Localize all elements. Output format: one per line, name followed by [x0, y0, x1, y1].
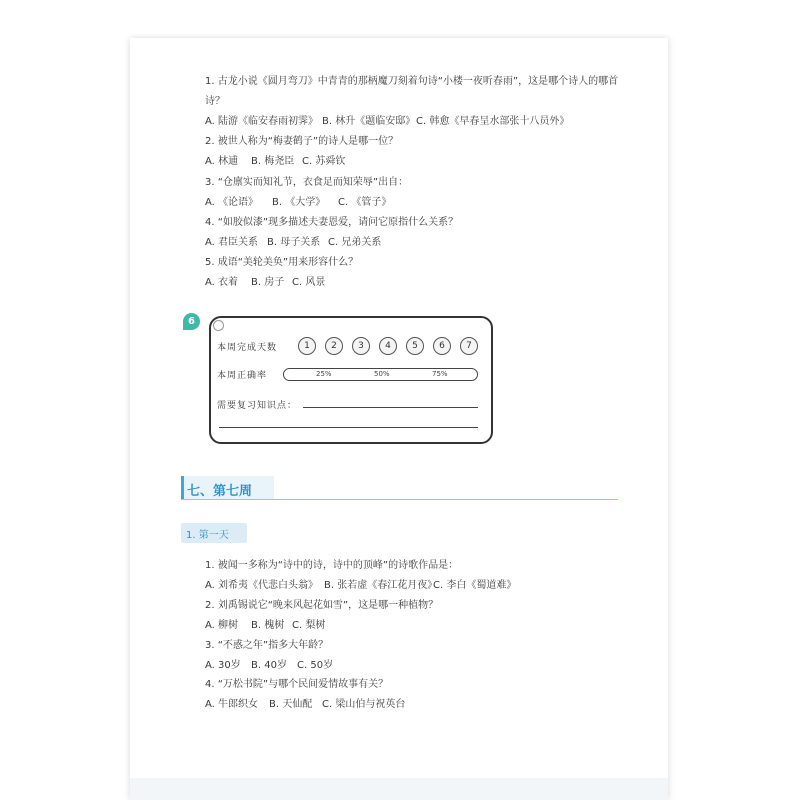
pct-mark-25: 25%	[316, 370, 332, 378]
review-points-label: 需要复习知识点：	[217, 401, 298, 411]
pct-mark-50: 50%	[374, 370, 390, 378]
w7-q4-option-b: B. 天仙配	[269, 699, 313, 710]
question-4-text: 4. “如胶似漆”现多描述夫妻恩爱，请问它原指什么关系？	[205, 217, 459, 228]
w7-q4-option-a: A. 牛郎织女	[205, 699, 259, 710]
card-corner-circle	[213, 320, 224, 331]
question-1-text-cont: 诗？	[205, 96, 225, 107]
q1-option-c: C. 韩愈《早春呈水部张十八员外》	[416, 116, 570, 127]
q3-option-b: B. 《大学》	[272, 197, 326, 208]
q2-option-b: B. 梅尧臣	[251, 156, 295, 167]
w7-question-2-text: 2. 刘禹锡说它“晚来风起花如雪”，这是哪一种植物？	[205, 600, 439, 611]
day-circle-3[interactable]: 3	[352, 337, 370, 355]
w7-q1-option-b: B. 张若虚《春江花月夜》	[324, 580, 438, 591]
card-number-badge: 6	[183, 313, 200, 330]
day-circle-1[interactable]: 1	[298, 337, 316, 355]
day-circle-4[interactable]: 4	[379, 337, 397, 355]
q2-option-c: C. 苏舜钦	[302, 156, 346, 167]
question-3-text: 3. “仓廪实而知礼节，衣食足而知荣辱”出自：	[205, 177, 409, 188]
question-1-text: 1. 古龙小说《圆月弯刀》中青青的那柄魔刀刻着句诗“小楼一夜听春雨”，这是哪个诗人的哪首	[205, 76, 619, 87]
w7-question-1-text: 1. 被闻一多称为“诗中的诗，诗中的顶峰”的诗歌作品是：	[205, 560, 459, 571]
question-2-text: 2. 被世人称为“梅妻鹤子”的诗人是哪一位？	[205, 136, 399, 147]
q5-option-c: C. 风景	[292, 277, 326, 288]
section-title: 七、第七周	[187, 484, 253, 499]
w7-q2-option-b: B. 槐树	[251, 620, 285, 631]
q4-option-b: B. 母子关系	[267, 237, 321, 248]
day-title: 1. 第一天	[186, 530, 229, 541]
day-circle-6[interactable]: 6	[433, 337, 451, 355]
w7-q1-option-c: C. 李白《蜀道难》	[433, 580, 517, 591]
w7-q3-option-c: C. 50岁	[297, 660, 334, 671]
w7-q3-option-b: B. 40岁	[251, 660, 287, 671]
section-divider	[181, 499, 618, 500]
w7-question-3-text: 3. “不惑之年”指多大年龄？	[205, 640, 329, 651]
w7-q4-option-c: C. 梁山伯与祝英台	[322, 699, 406, 710]
pct-mark-75: 75%	[432, 370, 448, 378]
w7-q2-option-c: C. 梨树	[292, 620, 326, 631]
days-completed-label: 本周完成天数	[217, 343, 278, 353]
q5-option-b: B. 房子	[251, 277, 285, 288]
q1-option-a: A. 陆游《临安春雨初霁》	[205, 116, 319, 127]
q1-option-b: B. 林升《题临安邸》	[322, 116, 416, 127]
q2-option-a: A. 林逋	[205, 156, 239, 167]
page-bottom-strip	[130, 778, 668, 800]
question-5-text: 5. 成语“美轮美奂”用来形容什么？	[205, 257, 359, 268]
review-line-2[interactable]	[219, 427, 478, 428]
w7-q3-option-a: A. 30岁	[205, 660, 241, 671]
review-line-1[interactable]	[303, 407, 478, 408]
q3-option-c: C. 《管子》	[338, 197, 392, 208]
q4-option-c: C. 兄弟关系	[328, 237, 382, 248]
q5-option-a: A. 衣着	[205, 277, 239, 288]
accuracy-label: 本周正确率	[217, 371, 268, 381]
w7-q1-option-a: A. 刘希夷《代悲白头翁》	[205, 580, 319, 591]
day-circle-2[interactable]: 2	[325, 337, 343, 355]
q4-option-a: A. 君臣关系	[205, 237, 259, 248]
w7-question-4-text: 4. “万松书院”与哪个民间爱情故事有关？	[205, 679, 389, 690]
day-circle-5[interactable]: 5	[406, 337, 424, 355]
day-circle-7[interactable]: 7	[460, 337, 478, 355]
w7-q2-option-a: A. 柳树	[205, 620, 239, 631]
q3-option-a: A. 《论语》	[205, 197, 259, 208]
